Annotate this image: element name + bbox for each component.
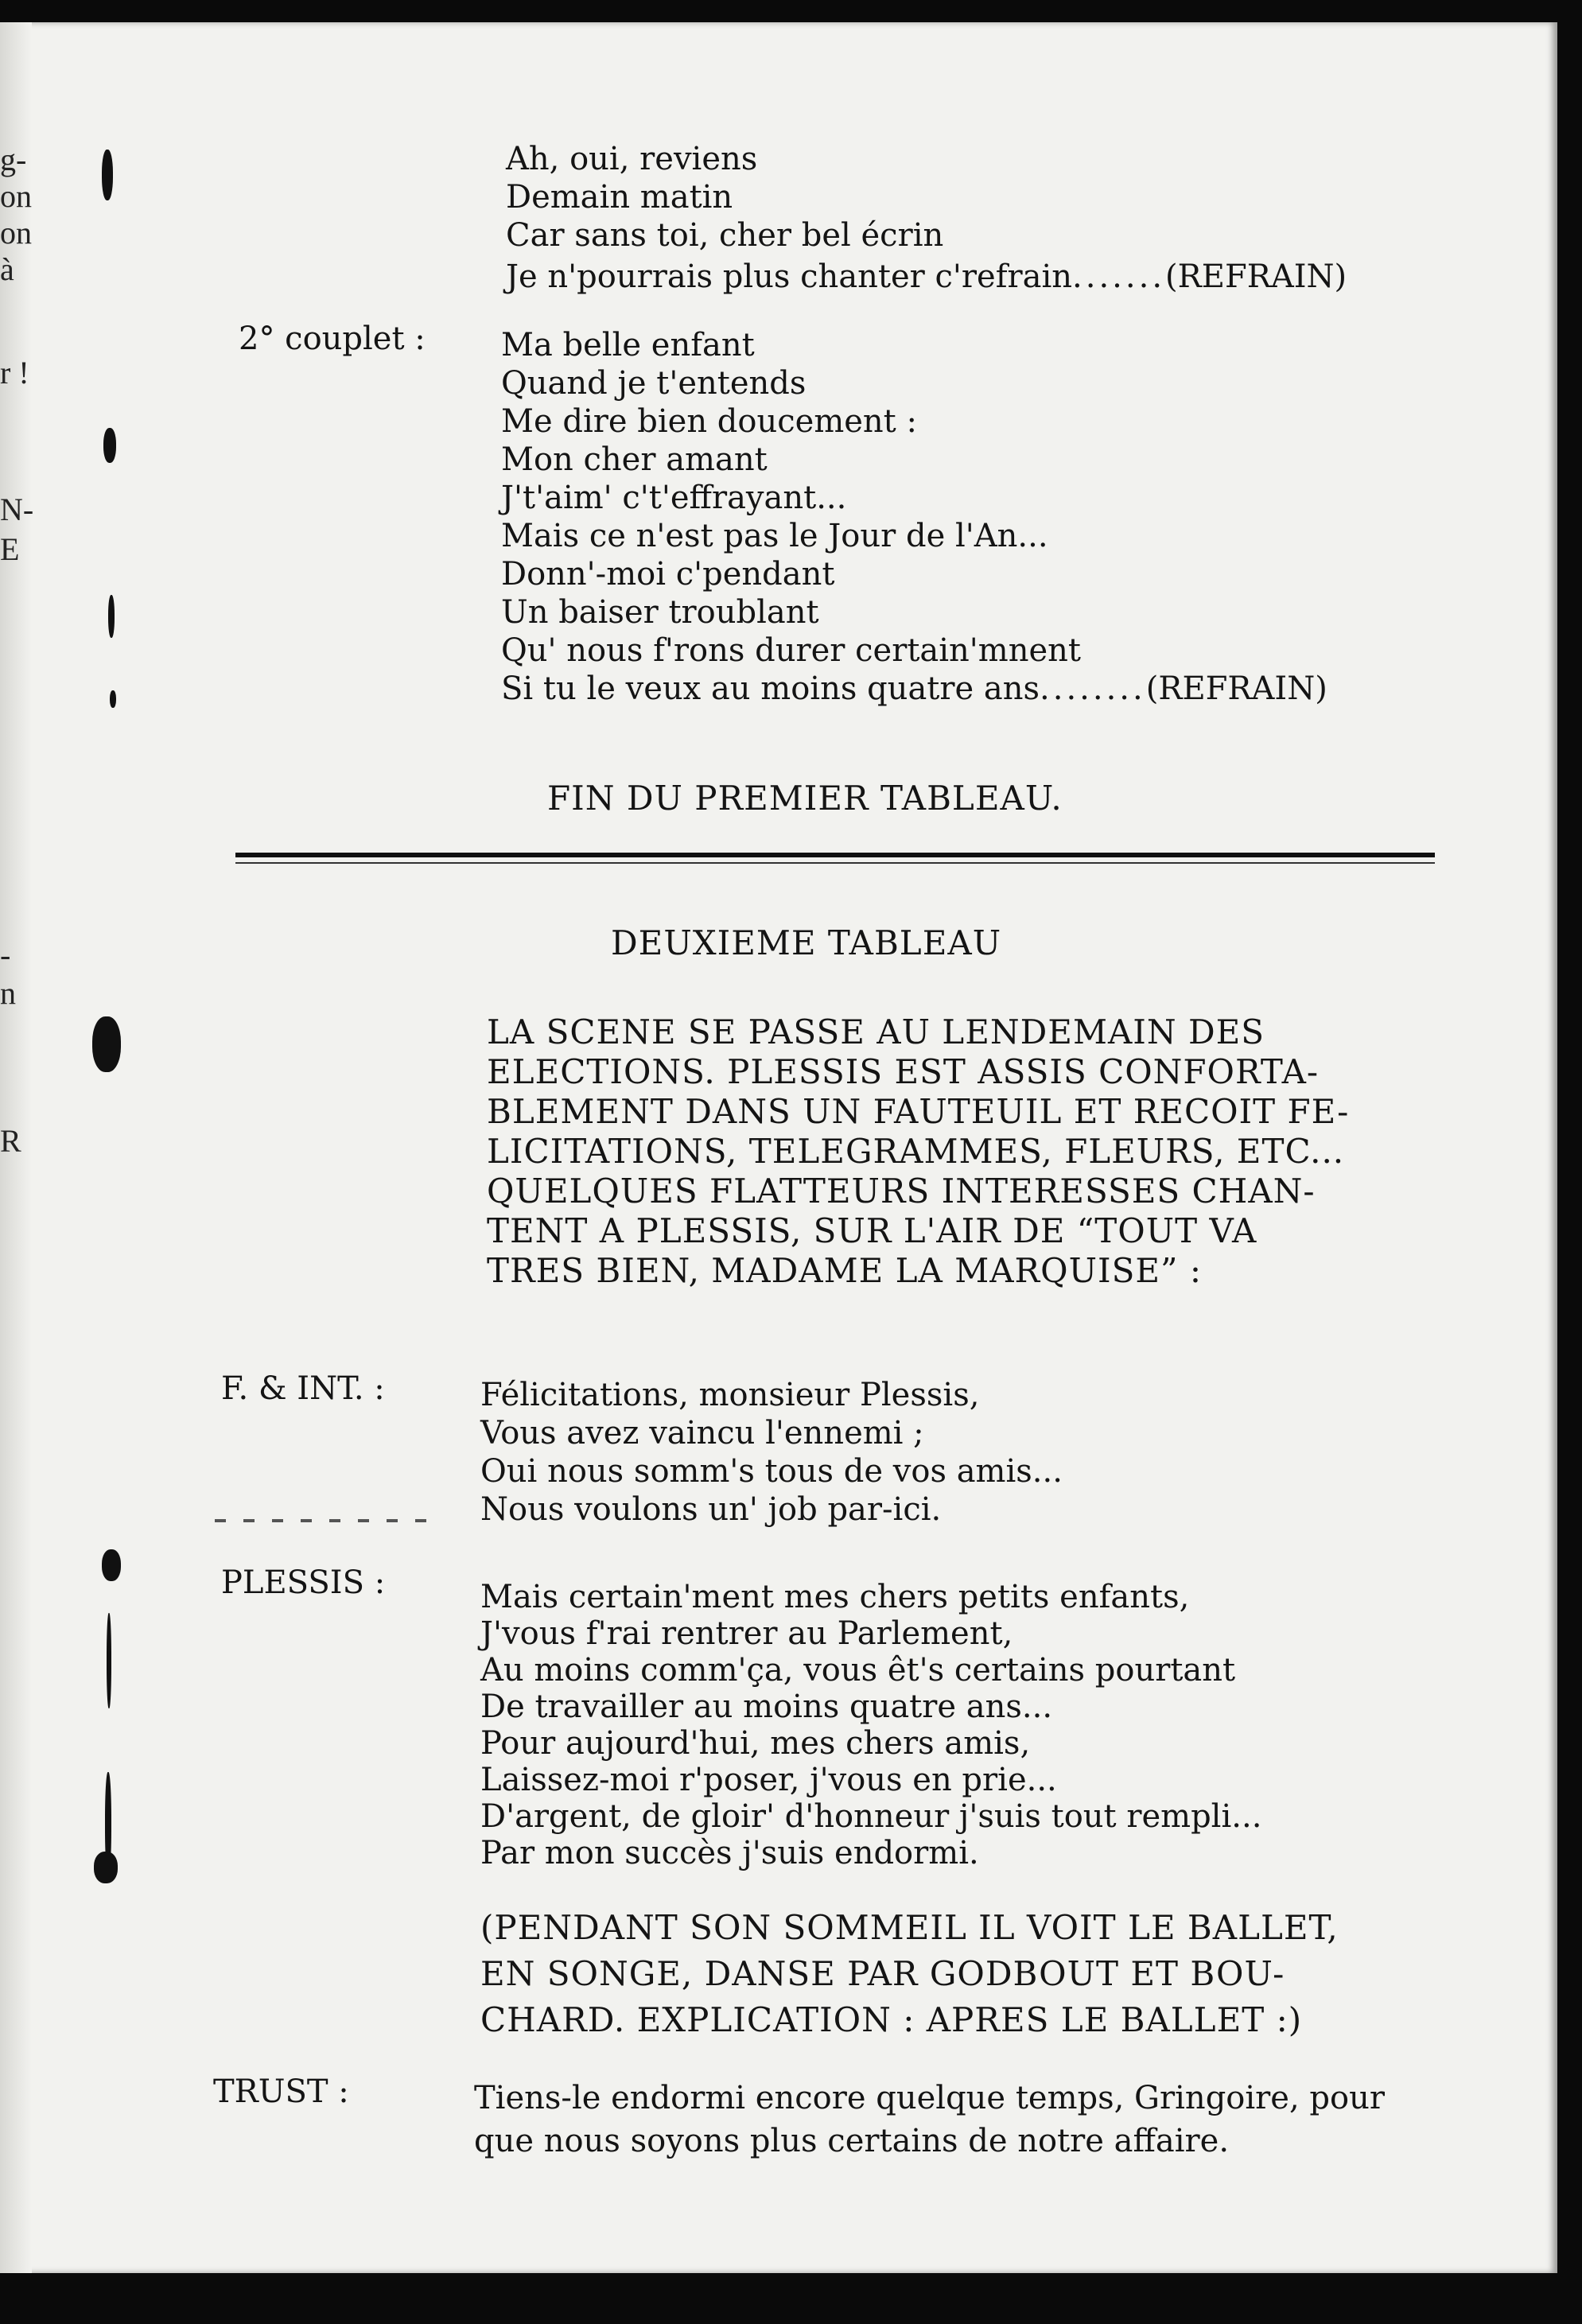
- verse-line: Laissez-moi r'poser, j'vous en prie...: [480, 1762, 1057, 1798]
- ballet-direction: [480, 1909, 1467, 2052]
- dot-leader: .......: [1072, 258, 1166, 295]
- edge-fragment: N-: [0, 492, 34, 527]
- binding-mark: [110, 690, 116, 708]
- couplet-label: 2° couplet :: [239, 321, 426, 357]
- speaker-label: TRUST :: [213, 2073, 349, 2110]
- direction-line: BLEMENT DANS UN FAUTEUIL ET RECOIT FE-: [487, 1092, 1350, 1131]
- direction-line: (PENDANT SON SOMMEIL IL VOIT LE BALLET,: [480, 1908, 1339, 1947]
- flatteurs-verse: [480, 1376, 1435, 1535]
- verse-line: Pour aujourd'hui, mes chers amis,: [480, 1725, 1031, 1762]
- verse-line: Me dire bien doucement :: [501, 403, 917, 440]
- trust-speech: [474, 2079, 1476, 2174]
- speech-line: Tiens-le endormi encore quelque temps, Gringoire, pour: [474, 2080, 1385, 2116]
- dot-leader: ........: [1040, 670, 1146, 707]
- verse-line: D'argent, de gloir' d'honneur j'suis tout rempli...: [480, 1798, 1262, 1835]
- verse-line: Qu' nous f'rons durer certain'mnent: [501, 632, 1081, 669]
- verse-line: Mais ce n'est pas le Jour de l'An...: [501, 518, 1048, 554]
- edge-fragment: à: [0, 251, 14, 287]
- verse-line-refrain: [501, 670, 1327, 708]
- verse-line: Oui nous somm's tous de vos amis...: [480, 1453, 1063, 1490]
- direction-line: TRES BIEN, MADAME LA MARQUISE” :: [487, 1251, 1203, 1290]
- refrain-marker: (REFRAIN): [1165, 258, 1347, 295]
- binding-mark: [92, 1016, 121, 1072]
- verse-line: Quand je t'entends: [501, 365, 807, 402]
- speech-line: que nous soyons plus certains de notre affaire.: [474, 2123, 1230, 2159]
- section-rule-thin: [235, 862, 1435, 864]
- verse-line: De travailler au moins quatre ans...: [480, 1689, 1053, 1725]
- binding-mark: [94, 1852, 118, 1883]
- top-stanza: [506, 140, 1460, 299]
- section-rule: [235, 853, 1435, 857]
- edge-fragment: E: [0, 531, 20, 567]
- binding-mark: [102, 1549, 121, 1581]
- verse-line: Par mon succès j'suis endormi.: [480, 1835, 979, 1871]
- edge-fragment: on: [0, 215, 32, 251]
- verse-line: J't'aim' c't'effrayant...: [501, 480, 847, 516]
- binding-mark: [103, 428, 116, 463]
- verse-line: Mais certain'ment mes chers petits enfants,: [480, 1579, 1190, 1615]
- plessis-verse: [480, 1578, 1435, 1896]
- verse-text: Je n'pourrais plus chanter c'refrain: [506, 258, 1073, 295]
- verse-text: Si tu le veux au moins quatre ans: [501, 670, 1040, 707]
- direction-line: QUELQUES FLATTEURS INTERESSES CHAN-: [487, 1172, 1316, 1211]
- verse-line: Vous avez vaincu l'ennemi ;: [480, 1415, 924, 1452]
- verse-line: Ma belle enfant: [501, 327, 755, 363]
- edge-fragment: r !: [0, 355, 29, 391]
- binding-mark: [108, 595, 115, 638]
- refrain-marker: (REFRAIN): [1145, 670, 1327, 707]
- speaker-label: F. & INT. :: [221, 1370, 385, 1407]
- verse-line: Nous voulons un' job par-ici.: [480, 1491, 942, 1528]
- direction-line: EN SONGE, DANSE PAR GODBOUT ET BOU-: [480, 1954, 1285, 1993]
- end-first-tableau: FIN DU PREMIER TABLEAU.: [547, 779, 1063, 818]
- verse-line: Au moins comm'ça, vous êt's certains pourtant: [480, 1652, 1236, 1689]
- speaker-label: PLESSIS :: [221, 1564, 386, 1601]
- verse-line: Ah, oui, reviens: [506, 141, 758, 177]
- edge-fragment: R: [0, 1123, 21, 1159]
- verse-line: Demain matin: [506, 179, 733, 216]
- edge-fragment: -: [0, 937, 11, 973]
- verse-line: Un baiser troublant: [501, 594, 819, 631]
- edge-fragment: on: [0, 178, 32, 214]
- dashed-mark: [215, 1519, 437, 1522]
- binding-mark: [102, 150, 113, 200]
- edge-fragment: g-: [0, 142, 27, 177]
- stage-direction: [487, 1013, 1441, 1331]
- verse-line: Félicitations, monsieur Plessis,: [480, 1377, 980, 1413]
- direction-line: LA SCENE SE PASSE AU LENDEMAIN DES: [487, 1012, 1265, 1051]
- direction-line: TENT A PLESSIS, SUR L'AIR DE “TOUT VA: [487, 1211, 1257, 1250]
- verse-line-refrain: [506, 258, 1347, 296]
- edge-fragment: n: [0, 975, 16, 1011]
- second-tableau-heading: DEUXIEME TABLEAU: [611, 923, 1002, 962]
- couplet-2: [501, 326, 1456, 724]
- direction-line: LICITATIONS, TELEGRAMMES, FLEURS, ETC...: [487, 1132, 1345, 1171]
- binding-mark: [107, 1613, 111, 1708]
- verse-line: Mon cher amant: [501, 441, 768, 478]
- direction-line: CHARD. EXPLICATION : APRES LE BALLET :): [480, 2000, 1303, 2039]
- verse-line: J'vous f'rai rentrer au Parlement,: [480, 1615, 1013, 1652]
- verse-line: Car sans toi, cher bel écrin: [506, 217, 944, 254]
- verse-line: Donn'-moi c'pendant: [501, 556, 835, 593]
- direction-line: ELECTIONS. PLESSIS EST ASSIS CONFORTA-: [487, 1052, 1320, 1091]
